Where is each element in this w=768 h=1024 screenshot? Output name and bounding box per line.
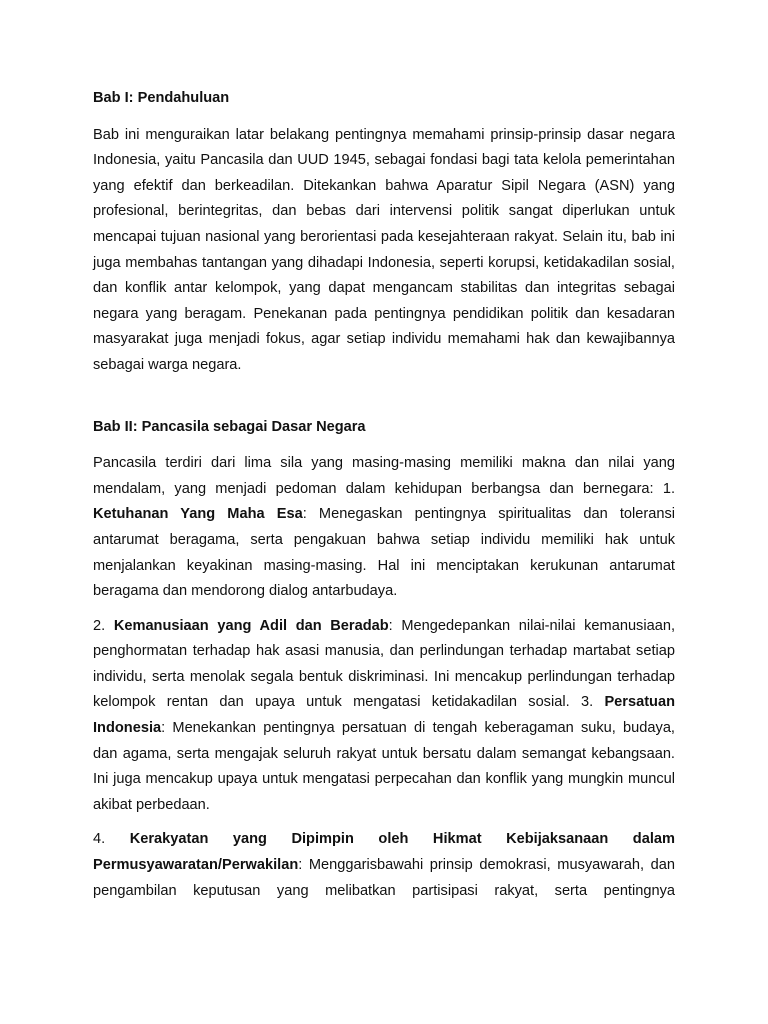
- chapter-2-heading: Bab II: Pancasila sebagai Dasar Negara: [93, 418, 366, 435]
- sila-3-number: 3.: [580, 694, 605, 711]
- sila-1-term: Ketuhanan Yang Maha Esa: [93, 506, 303, 523]
- chapter-2-intro-and-sila-1: [93, 451, 675, 605]
- chapter-1-heading: Bab I: Pendahuluan: [93, 90, 230, 106]
- sila-4-paragraph: [93, 827, 675, 904]
- sila-2-number: 2.: [93, 617, 114, 634]
- sila-1-number: 1.: [662, 480, 676, 497]
- sila-2-text: : Mengedepankan nilai-nilai kemanusiaan, penghormatan terhadap hak asasi manusia, dan perlindungan terhadap martabat setiap individu, serta menolak segala bentuk diskriminasi. Ini mencakup perlindungan terhadap kelompok rentan dan upaya untuk mengatasi ketidakadilan sosial.: [93, 617, 675, 711]
- chapter-2-intro: Pancasila terdiri dari lima sila yang masing-masing memiliki makna dan nilai yang mendalam, yang menjadi pedoman dalam kehidupan berbangsa dan bernegara:: [93, 455, 675, 497]
- sila-1-text: : Menegaskan pentingnya spiritualitas dan toleransi antarumat beragama, serta pengakuan bahwa setiap individu memiliki hak untuk menjalankan keyakinan masing-masing. Hal ini menciptakan kerukunan antarumat beragama dan mendorong dialog antarbudaya.: [93, 506, 676, 600]
- sila-4-number: 4.: [93, 831, 130, 848]
- sila-4-term: Kerakyatan yang Dipimpin oleh Hikmat Kebijaksanaan dalam Permusyawaratan/Perwakilan: [93, 831, 675, 874]
- sila-4-text: : Menggarisbawahi prinsip demokrasi, musyawarah, dan pengambilan keputusan yang melibatkan partisipasi rakyat, serta pentingnya: [93, 857, 675, 899]
- sila-2-term: Kemanusiaan yang Adil dan Beradab: [113, 617, 389, 634]
- sila-2-and-3-paragraph: [93, 614, 675, 819]
- document-page: [93, 86, 675, 904]
- sila-3-text: : Menekankan pentingnya persatuan di tengah keberagaman suku, budaya, dan agama, serta mengajak seluruh rakyat untuk bersatu dalam semangat kebangsaan. Ini juga mencakup upaya untuk mengatasi perpecahan dan konflik yang mungkin muncul akibat perbedaan.: [93, 720, 675, 813]
- sila-3-term: Persatuan Indonesia: [93, 694, 676, 737]
- chapter-1-paragraph: Bab ini menguraikan latar belakang pentingnya memahami prinsip-prinsip dasar negara Indonesia, yaitu Pancasila dan UUD 1945, sebagai fondasi bagi tata kelola pemerintahan yang efektif dan berkeadilan. Ditekankan bahwa Aparatur Sipil Negara (ASN) yang profesional, berintegritas, dan bebas dari intervensi politik sangat diperlukan untuk mencapai tujuan nasional yang berorientasi pada kesejahteraan rakyat. Selain itu, bab ini juga membahas tantangan yang dihadapi Indonesia, seperti korupsi, ketidakadilan sosial, dan konflik antar kelompok, yang dapat mengancam stabilitas dan integritas sebagai negara yang beragam. Penekanan pada pentingnya pendidikan politik dan kesadaran masyarakat juga menjadi fokus, agar setiap individu memahami hak dan kewajibannya sebagai warga negara.: [93, 126, 675, 373]
